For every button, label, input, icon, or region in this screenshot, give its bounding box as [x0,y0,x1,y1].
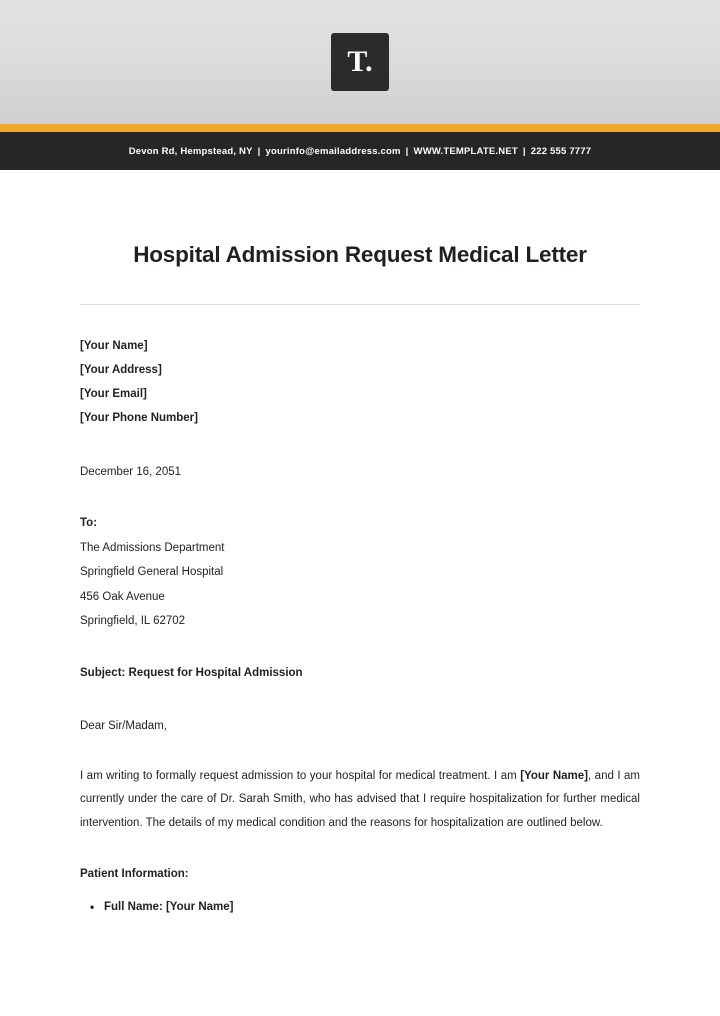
page-title: Hospital Admission Request Medical Letter [133,242,587,267]
patient-information-list [80,902,640,914]
contact-website: WWW.TEMPLATE.NET [413,145,518,157]
sender-phone: [Your Phone Number] [80,412,198,424]
sender-name: [Your Name] [80,340,148,352]
letterhead-header [0,0,720,124]
contact-separator-1: | [257,145,261,157]
letter-subject: Subject: Request for Hospital Admission [80,666,303,679]
recipient-label: To: [80,517,98,529]
recipient-organization: Springfield General Hospital [80,566,224,578]
accent-divider-bar [0,124,720,132]
contact-email: yourinfo@emailaddress.com [265,145,401,157]
sender-address: [Your Address] [80,364,162,376]
paragraph-bold-name: [Your Name] [520,769,588,782]
paragraph-part-2: , and I am currently under the care of Dr. Sarah Smith, who has advised that I require hospitalization for further medical intervention. The details of my medical condition and the reasons for hospitalization are outlined below. [80,769,640,829]
list-item: • Full Name: [Your Name] [80,902,640,914]
paragraph-part-1: I am writing to formally request admission to your hospital for medical treatment. I am [80,769,521,782]
contact-separator-2: | [405,145,409,157]
recipient-city-state-zip: Springfield, IL 62702 [80,615,186,627]
contact-separator-3: | [522,145,526,157]
letter-body-paragraph [80,765,640,836]
patient-information-heading: Patient Information: [80,868,189,881]
recipient-street: 456 Oak Avenue [80,590,165,603]
contact-phone: 222 555 7777 [530,145,592,157]
letter-date: December 16, 2051 [80,465,182,478]
sender-address-block [80,341,640,425]
recipient-department: The Admissions Department [80,541,225,554]
contact-address: Devon Rd, Hempstead, NY [128,145,253,157]
letter-body [0,170,720,913]
letter-salutation: Dear Sir/Madam, [80,720,167,732]
sender-email: [Your Email] [80,388,147,400]
brand-logo-icon [331,33,389,91]
title-divider [80,304,640,305]
recipient-block [80,518,640,628]
logo-letter: T. [347,45,373,78]
contact-info-bar [0,132,720,170]
